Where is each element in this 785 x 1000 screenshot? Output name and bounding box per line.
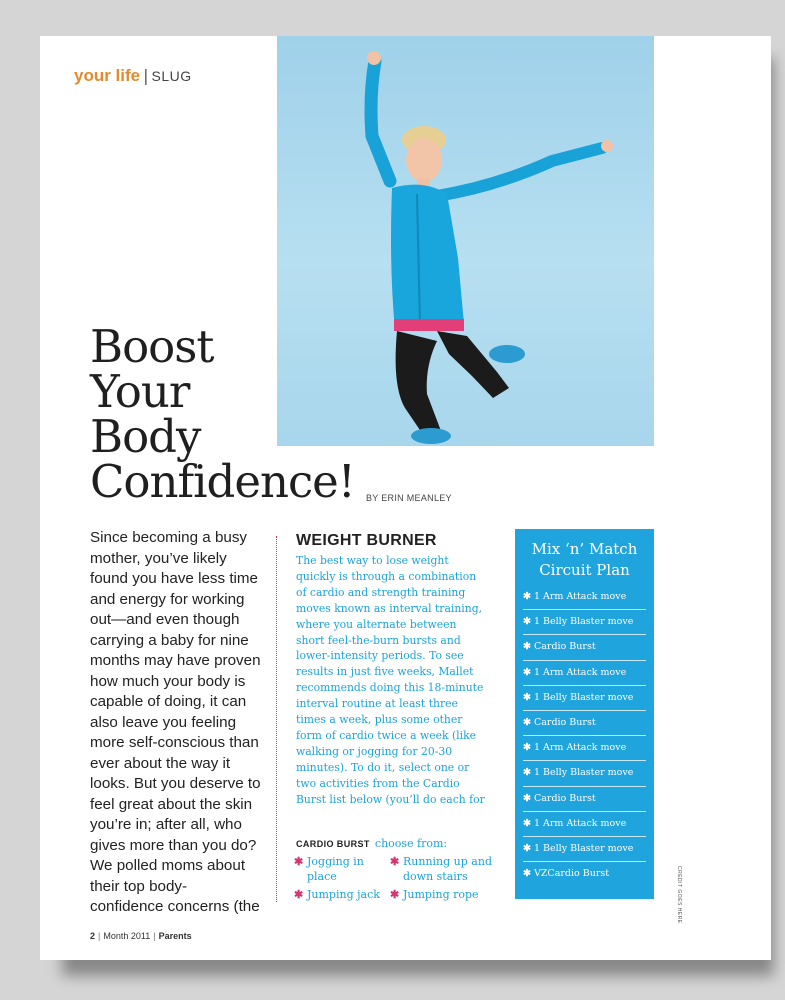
body-line: their top body- [90, 877, 188, 895]
weight-burner-line: interval routine at least three [296, 697, 458, 711]
section-name: your life [74, 66, 141, 85]
asterisk-bullet-icon: ✱ [523, 666, 531, 678]
list-item [392, 854, 500, 884]
weight-burner-line: The best way to lose weight [296, 554, 449, 567]
activity-line: Jogging in [307, 855, 364, 868]
weight-burner-line: two activities from the Cardio [296, 776, 460, 790]
title-line: Body [90, 410, 201, 463]
body-line: and energy for working [90, 590, 245, 608]
weight-burner-line: moves known as interval training, [296, 601, 483, 615]
title-line: Your [90, 365, 190, 418]
asterisk-bullet-icon: ✱ [523, 716, 531, 728]
circuit-step: 1 Arm Attack move [533, 666, 627, 678]
list-item [523, 811, 646, 836]
title-line: Confidence! [90, 455, 355, 508]
circuit-step: Cardio Burst [533, 716, 596, 728]
circuit-step: VZCardio Burst [533, 868, 610, 880]
list-item [523, 585, 646, 609]
circuit-step: Cardio Burst [533, 792, 596, 804]
asterisk-bullet-icon: ✱ [523, 792, 531, 804]
body-line: confidence concerns (the [90, 898, 260, 915]
circuit-plan-title-line: Mix ‘n’ Match [531, 540, 638, 558]
list-item [523, 861, 646, 886]
body-line: more self-conscious than [90, 734, 259, 751]
body-line: you’re in; after all, who [90, 816, 242, 833]
list-item [523, 609, 646, 634]
list-item [523, 760, 646, 785]
weight-burner-line: where you alternate between [296, 617, 457, 631]
asterisk-bullet-icon: ✱ [523, 591, 531, 602]
list-item [523, 634, 646, 659]
body-line: how much your body is [90, 672, 246, 690]
body-line: capable of doing, it can [90, 693, 247, 710]
weight-burner-line: recommends doing this 18-minute [296, 681, 484, 695]
body-line: mother, you’ve likely [90, 549, 227, 567]
page-header [74, 66, 192, 86]
body-line: We polled moms about [90, 857, 246, 874]
circuit-step: 1 Arm Attack move [533, 817, 627, 829]
activity-line: Running up and [403, 855, 492, 868]
activity-line: Jumping jack [307, 888, 380, 901]
activity-line: down stairs [403, 870, 468, 883]
weight-burner-line: Burst list below (you’ll do each for [296, 792, 485, 806]
asterisk-bullet-icon: ✱ [523, 616, 531, 628]
weight-burner-line: lower-intensity periods. To see [296, 649, 464, 663]
magazine-name: Parents [158, 931, 192, 941]
cardio-burst-choose: choose from: [374, 837, 448, 850]
circuit-plan-list [523, 585, 646, 886]
list-item [296, 854, 404, 884]
list-item [392, 887, 500, 902]
body-line: looks. But you deserve to [90, 775, 261, 792]
list-item [523, 710, 646, 735]
asterisk-bullet-icon: ✱ [523, 842, 531, 854]
cardio-burst-label: CARDIO BURST [296, 839, 370, 849]
asterisk-bullet-icon: ✱ [523, 767, 531, 779]
circuit-step: 1 Arm Attack move [533, 742, 627, 754]
list-item [523, 786, 646, 811]
list-item [523, 735, 646, 760]
list-item [296, 887, 404, 902]
header-separator: | [143, 66, 149, 85]
footer-separator: | [153, 931, 156, 941]
list-item [523, 836, 646, 861]
circuit-step: Cardio Burst [533, 641, 596, 653]
asterisk-bullet-icon: ✱ [390, 888, 400, 901]
asterisk-bullet-icon: ✱ [390, 855, 400, 868]
weight-burner-section [296, 532, 496, 808]
asterisk-bullet-icon: ✱ [294, 855, 304, 868]
asterisk-bullet-icon: ✱ [523, 742, 531, 754]
column-divider [276, 536, 277, 902]
intro-body-text [90, 528, 265, 918]
circuit-step: 1 Arm Attack move [533, 591, 627, 602]
body-line: ever about the way it [90, 754, 231, 772]
weight-burner-line: minutes). To do it, select one or [296, 760, 470, 774]
asterisk-bullet-icon: ✱ [523, 817, 531, 829]
circuit-step: 1 Belly Blaster move [533, 842, 634, 854]
weight-burner-line: walking or jogging for 20-30 [296, 744, 453, 758]
circuit-plan-title-line: Circuit Plan [539, 561, 630, 579]
article-title [90, 320, 355, 508]
list-item [523, 685, 646, 710]
body-line: gives more than you do? [90, 836, 257, 854]
weight-burner-text [296, 553, 496, 808]
asterisk-bullet-icon: ✱ [294, 888, 304, 901]
activity-line: Jumping rope [403, 888, 479, 901]
circuit-step: 1 Belly Blaster move [533, 616, 634, 628]
weight-burner-heading: WEIGHT BURNER [296, 532, 437, 549]
list-item [523, 660, 646, 685]
circuit-step: 1 Belly Blaster move [533, 691, 634, 703]
body-line: feel great about the skin [90, 795, 253, 813]
photo-credit: CREDIT GOES HERE [676, 866, 682, 924]
body-line: out—and even though [90, 611, 240, 628]
weight-burner-line: short feel-the-burn bursts and [296, 633, 461, 647]
body-line: also leave you feeling [90, 713, 237, 731]
asterisk-bullet-icon: ✱ [523, 641, 531, 653]
body-line: Since becoming a busy [90, 529, 248, 546]
weight-burner-line: form of cardio twice a week (like [296, 728, 477, 742]
body-line: carrying a baby for nine [90, 631, 249, 649]
byline: BY ERIN MEANLEY [366, 493, 452, 503]
weight-burner-line: results in just five weeks, Mallet [296, 665, 474, 679]
circuit-plan-title [515, 539, 654, 581]
activity-line: place [307, 870, 337, 883]
issue-date: Month 2011 [103, 931, 151, 941]
page-number: 2 [90, 931, 96, 941]
magazine-page [40, 36, 771, 960]
title-line: Boost [90, 320, 214, 373]
weight-burner-line: quickly is through a combination [296, 569, 477, 583]
page-footer [90, 931, 192, 941]
footer-separator: | [98, 931, 101, 941]
body-line: found you have less time [90, 570, 259, 587]
body-line: months may have proven [90, 652, 261, 669]
weight-burner-line: of cardio and strength training [296, 585, 466, 599]
asterisk-bullet-icon: ✱ [523, 691, 531, 703]
weight-burner-line: times a week, plus some other [296, 713, 463, 727]
circuit-plan-box [515, 529, 654, 899]
circuit-step: 1 Belly Blaster move [533, 767, 634, 779]
slug-label: SLUG [151, 68, 192, 84]
asterisk-bullet-icon: ✱ [523, 868, 531, 880]
cardio-burst-heading [296, 832, 447, 851]
